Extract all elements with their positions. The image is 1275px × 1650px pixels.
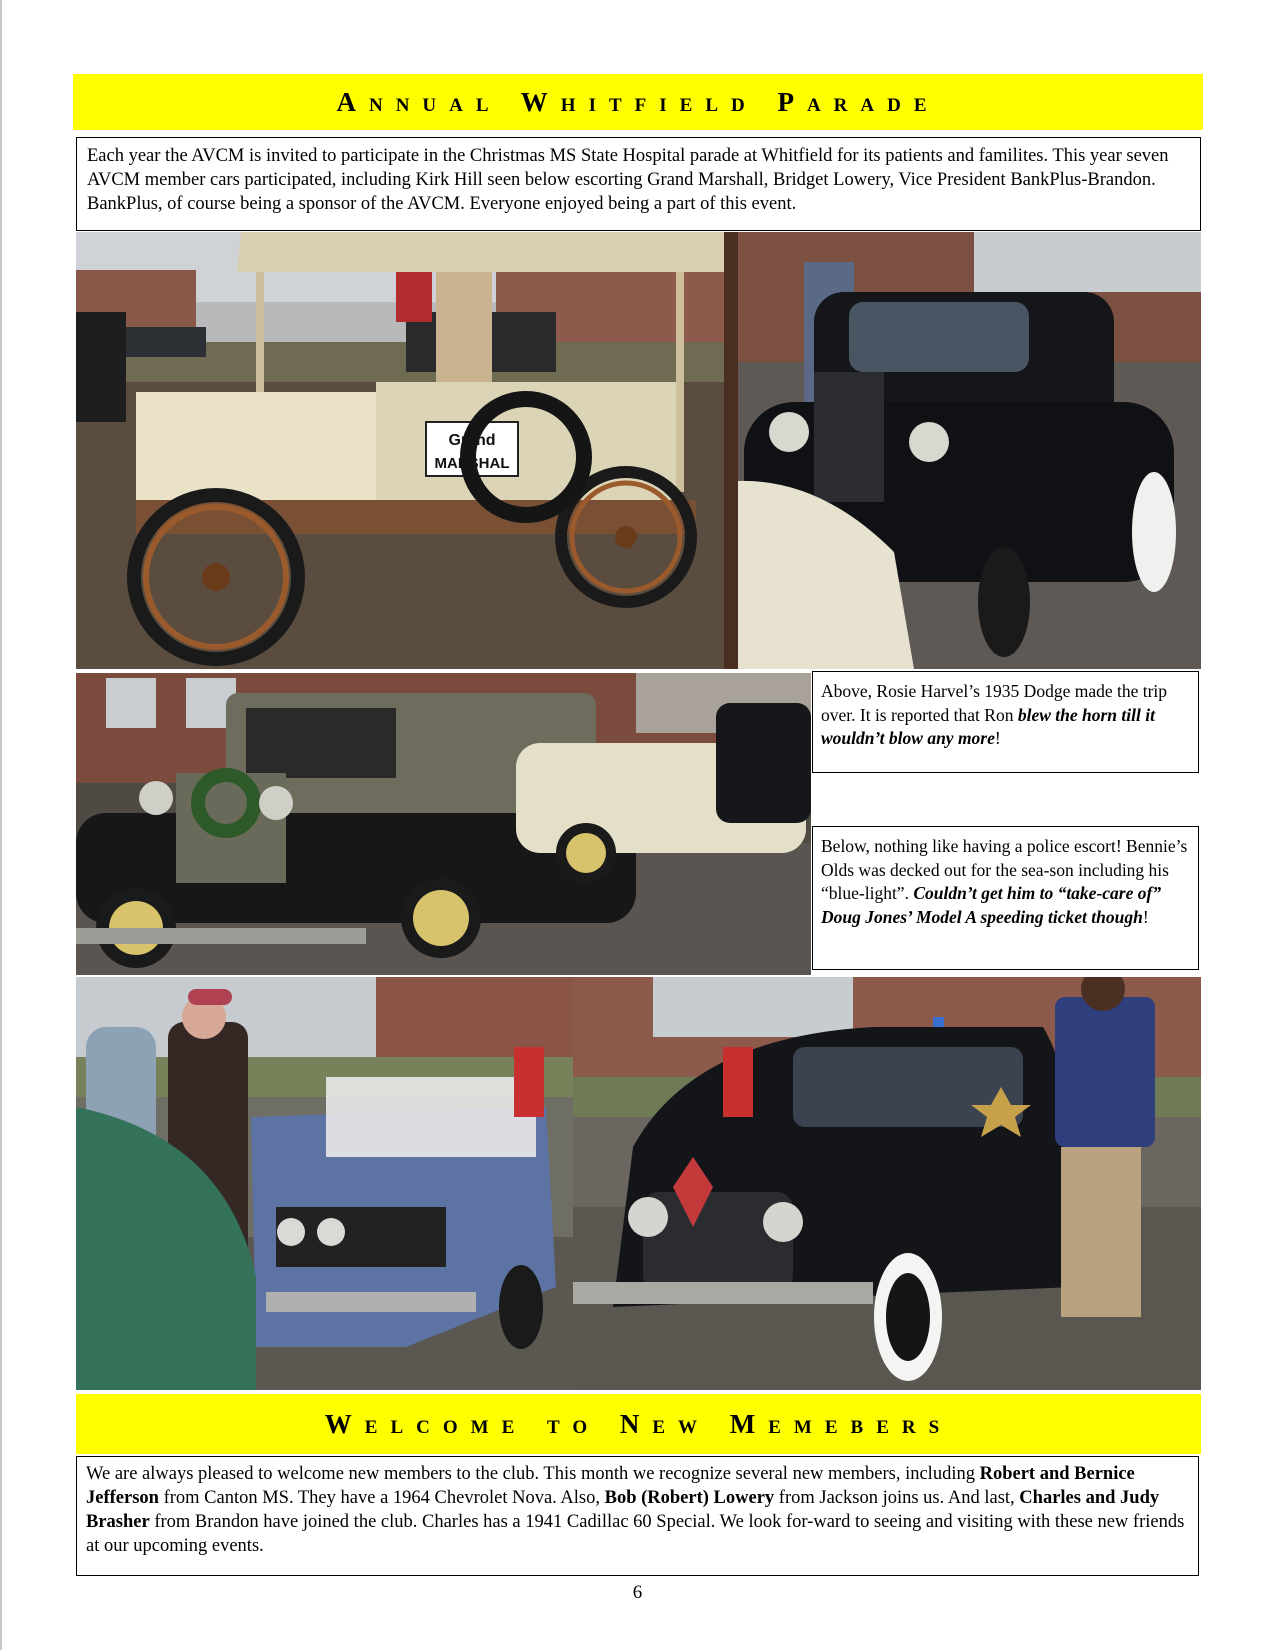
photo-model-a-line: [76, 673, 811, 975]
grand-sign-line2: MARSHAL: [434, 455, 510, 472]
grand-sign-line1: Grand: [448, 432, 496, 449]
parade-intro-box: [76, 137, 1201, 231]
page-edge: [0, 0, 2, 1650]
page-number: 6: [632, 1582, 643, 1603]
new-members-name-3: Charles and Judy Brasher: [86, 1488, 1160, 1532]
new-members-title-banner: [76, 1394, 1201, 1454]
photo-blue-convertible: [76, 977, 573, 1390]
parade-title-banner: [73, 74, 1203, 130]
caption-above-emphasis: blew the horn till it wouldn’t blow any more: [821, 704, 1155, 748]
parade-title: Annual Whitfield Parade: [336, 86, 940, 117]
caption-below-text: Below, nothing like having a police escort! Bennie’s Olds was decked out for the sea-son including his “blue-light”.: [821, 836, 1188, 903]
photo-model-t-grand-marshal: [76, 232, 724, 669]
new-members-name-1: Robert and Bernice Jefferson: [86, 1464, 1135, 1508]
parade-intro-text: Each year the AVCM is invited to participate in the Christmas MS State Hospital parade at Whitfield for its patients and familites. This year seven AVCM member cars participated, including Kirk Hill seen below escorting Grand Marshall, Bridget Lowery, Vice President BankPlus-Brandon. BankPlus, of course being a sponsor of the AVCM. Everyone enjoyed being a part of this event.: [87, 146, 1169, 214]
caption-above-end: !: [994, 728, 1001, 748]
new-members-title: Welcome to New Memebers: [324, 1408, 953, 1439]
new-members-box: [76, 1456, 1199, 1576]
caption-above-box: [812, 671, 1199, 773]
new-members-text-2: from Canton MS. They have a 1964 Chevrolet Nova. Also,: [158, 1488, 605, 1508]
new-members-text-4: from Brandon have joined the club. Charles has a 1941 Cadillac 60 Special. We look for-ward to seeing and visiting with these new friends at our upcoming events.: [86, 1512, 1185, 1556]
caption-below-end: !: [1142, 906, 1149, 927]
caption-above-text: Above, Rosie Harvel’s 1935 Dodge made the trip over. It is reported that Ron: [821, 681, 1168, 725]
new-members-text-1: We are always pleased to welcome new members to the club. This month we recognize several new members, including: [86, 1464, 980, 1484]
new-members-text-3: from Jackson joins us. And last,: [774, 1488, 1020, 1508]
photo-1935-dodge: [724, 232, 1201, 669]
photo-olds-police-car: [573, 977, 1201, 1390]
caption-below-emphasis: Couldn’t get him to “take-care of” Doug Jones’ Model A speeding ticket though: [821, 883, 1162, 927]
caption-below-box: [812, 826, 1199, 970]
new-members-name-2: Bob (Robert) Lowery: [604, 1488, 775, 1508]
